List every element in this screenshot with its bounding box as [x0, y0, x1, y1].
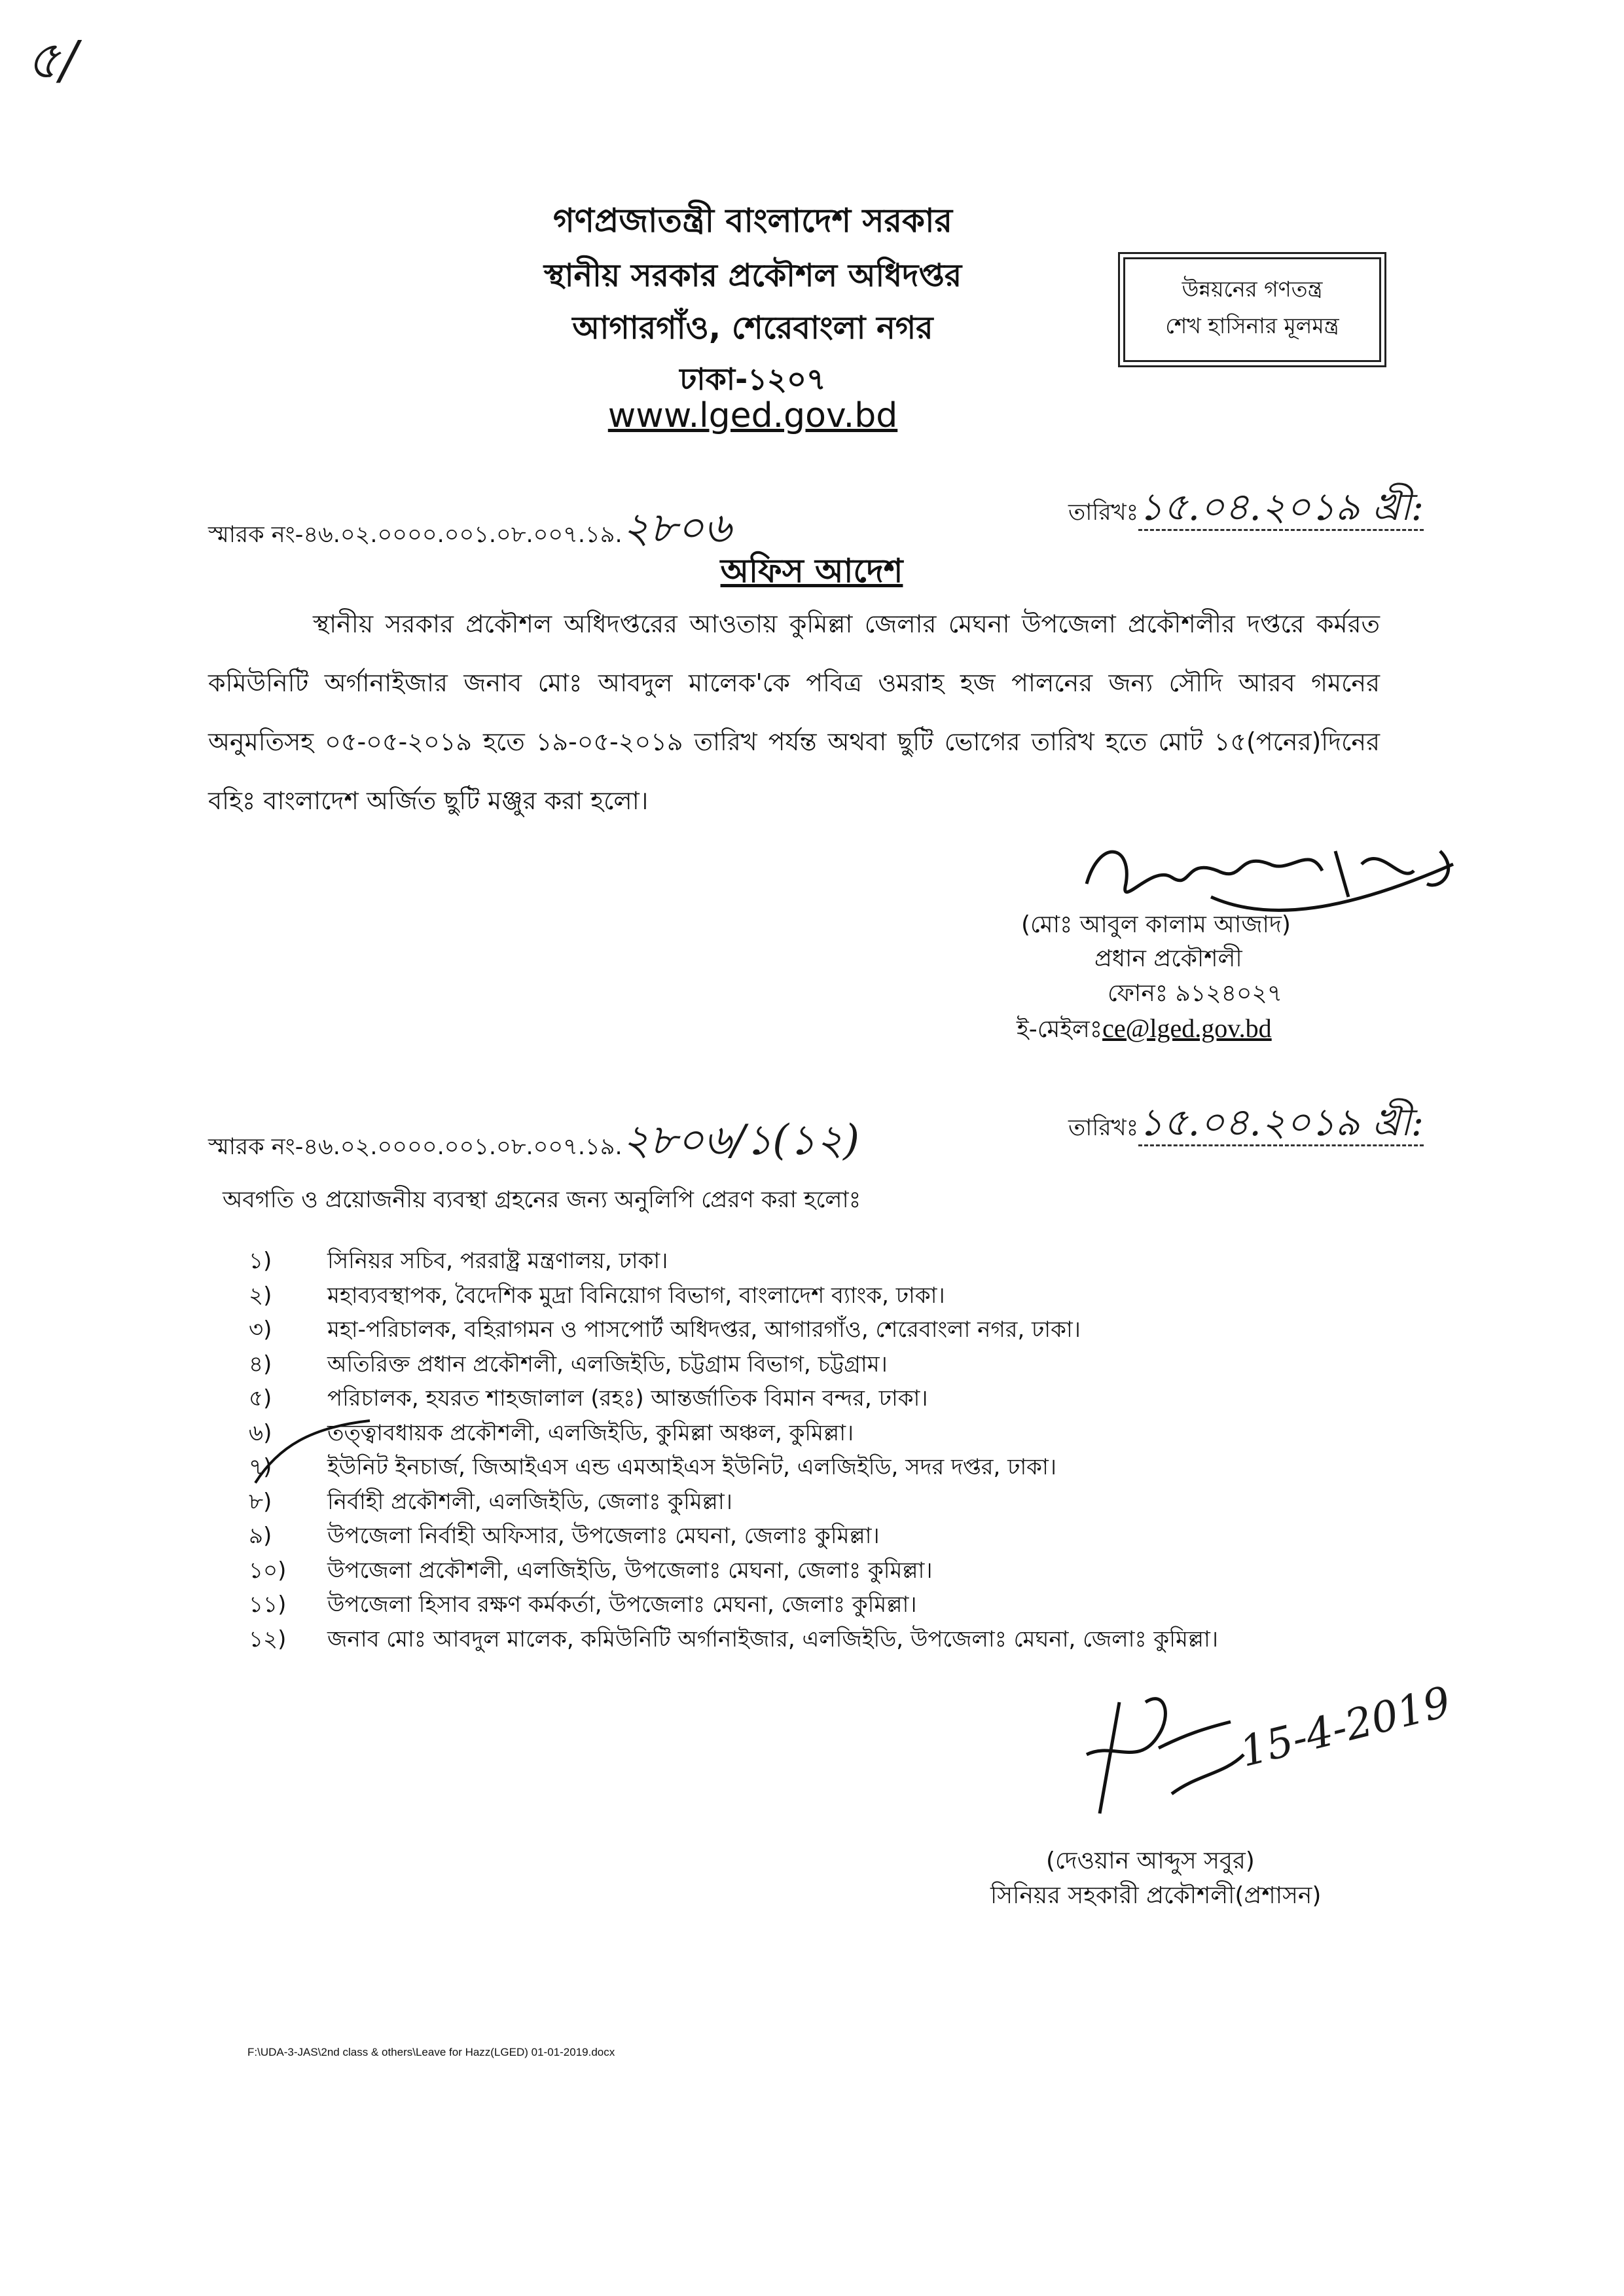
list-item-text: উপজেলা নির্বাহী অফিসার, উপজেলাঃ মেঘনা, জেলাঃ কুমিল্লা।	[327, 1523, 880, 1549]
list-item	[249, 1313, 1414, 1347]
cc-intro: অবগতি ও প্রয়োজনীয় ব্যবস্থা গ্রহনের জন্য অনুলিপি প্রেরণ করা হলোঃ	[223, 1187, 861, 1213]
list-item-number: ৯)	[249, 1523, 272, 1549]
list-item-number: ৪)	[249, 1351, 272, 1377]
list-item-text: ইউনিট ইনচার্জ, জিআইএস এন্ড এমআইএস ইউনিট, এলজিইডি, সদর দপ্তর, ঢাকা।	[327, 1454, 1056, 1480]
slogan-line-1: উন্নয়নের গণতন্ত্র	[1182, 276, 1323, 302]
list-item-text: উপজেলা প্রকৌশলী, এলজিইডি, উপজেলাঃ মেঘনা, জেলাঃ কুমিল্লা।	[327, 1557, 933, 1584]
list-item-number: ২)	[249, 1282, 272, 1309]
memo-reference-2	[208, 1108, 859, 1178]
slogan-line-2: শেখ হাসিনার মূলমন্ত্র	[1165, 313, 1339, 338]
list-item	[249, 1450, 1414, 1485]
memo-reference-prefix: স্মারক নং-৪৬.০২.০০০০.০০১.০৮.০০৭.১৯.	[208, 1134, 623, 1160]
list-item	[249, 1416, 1414, 1451]
memo-date-1	[1068, 478, 1424, 541]
list-item-text: পরিচালক, হযরত শাহজালাল (রহঃ) আন্তর্জাতিক বিমান বন্দর, ঢাকা।	[327, 1385, 928, 1412]
memo-date-2	[1068, 1093, 1424, 1157]
list-item-text: সিনিয়র সচিব, পররাষ্ট্র মন্ত্রণালয়, ঢাকা।	[327, 1248, 668, 1274]
memo-reference-1	[208, 496, 731, 566]
list-item	[249, 1622, 1414, 1657]
list-item-text: নির্বাহী প্রকৌশলী, এলজিইডি, জেলাঃ কুমিল্লা।	[327, 1488, 732, 1515]
list-item-number: ১২)	[249, 1626, 287, 1652]
file-path-footer: F:\UDA-3-JAS\2nd class & others\Leave for Hazz(LGED) 01-01-2019.docx	[247, 2046, 615, 2058]
govt-title: গণপ্রজাতন্ত্রী বাংলাদেশ সরকার	[553, 202, 952, 240]
date-handwritten: ১৫.০৪.২০১৯ খ্রী:	[1138, 484, 1424, 531]
memo-reference-handwritten: ২৮০৬	[622, 504, 731, 553]
signatory1-email-row	[1017, 1011, 1272, 1051]
list-item-number: ৭)	[249, 1454, 272, 1480]
signature-date: 15-4-2019	[1235, 1677, 1456, 1777]
signatory1-designation: প্রধান প্রকৌশলী	[1094, 945, 1242, 972]
list-item-text: অতিরিক্ত প্রধান প্রকৌশলী, এলজিইডি, চট্টগ্রাম বিভাগ, চট্টগ্রাম।	[327, 1351, 888, 1377]
cc-list	[249, 1244, 1414, 1656]
list-item	[249, 1554, 1414, 1588]
list-item-text: উপজেলা হিসাব রক্ষণ কর্মকর্তা, উপজেলাঃ মেঘনা, জেলাঃ কুমিল্লা।	[327, 1592, 917, 1618]
signatory2-name: (দেওয়ান আব্দুস সবুর)	[1046, 1848, 1255, 1874]
list-item-number: ৩)	[249, 1317, 272, 1343]
list-item-text: মহাব্যবস্থাপক, বৈদেশিক মুদ্রা বিনিয়োগ বিভাগ, বাংলাদেশ ব্যাংক, ঢাকা।	[327, 1282, 945, 1309]
address-line: আগারগাঁও, শেরেবাংলা নগর	[572, 310, 933, 346]
date-handwritten: ১৫.০৪.২০১৯ খ্রী:	[1138, 1100, 1424, 1146]
list-item	[249, 1485, 1414, 1520]
signatory1-phone: ফোনঃ ৯১২৪০২৭	[1108, 980, 1283, 1007]
date-label: তারিখঃ	[1068, 500, 1139, 526]
signatory1-name: (মোঃ আবুল কালাম আজাদ)	[1021, 911, 1291, 938]
slogan-box	[1123, 257, 1381, 362]
list-item-number: ১১)	[249, 1592, 287, 1618]
list-item	[249, 1519, 1414, 1554]
signatory2-designation: সিনিয়র সহকারী প্রকৌশলী(প্রশাসন)	[990, 1882, 1322, 1909]
email-link[interactable]: ce@lged.gov.bd	[1102, 1013, 1272, 1043]
list-item	[249, 1244, 1414, 1279]
list-item-number: ১০)	[249, 1557, 287, 1584]
list-item-number: ৫)	[249, 1385, 272, 1412]
list-item	[249, 1347, 1414, 1382]
list-item	[249, 1588, 1414, 1622]
order-body: স্থানীয় সরকার প্রকৌশল অধিদপ্তরের আওতায় কুমিল্লা জেলার মেঘনা উপজেলা প্রকৌশলীর দপ্তরে কর্মরত কমিউনিটি অর্গানাইজার জনাব মোঃ আবদুল মালেক'কে পবিত্র ওমরাহ হজ পালনের জন্য সৌদি আরব গমনের অনুমতিসহ ০৫-০৫-২০১৯ হতে ১৯-০৫-২০১৯ তারিখ পর্যন্ত অথবা ছুটি ভোগের তারিখ হতে মোট ১৫(পনের)দিনের বহিঃ বাংলাদেশ অর্জিত ছুটি মঞ্জুর করা হলো।	[208, 610, 1380, 815]
department-title: স্থানীয় সরকার প্রকৌশল অধিদপ্তর	[543, 257, 962, 294]
list-item-text: তত্ত্বাবধায়ক প্রকৌশলী, এলজিইডি, কুমিল্লা অঞ্চল, কুমিল্লা।	[327, 1419, 854, 1446]
memo-reference-handwritten: ২৮০৬/১(১২)	[622, 1116, 860, 1165]
list-item-number: ৬)	[249, 1419, 272, 1446]
memo-reference-prefix: স্মারক নং-৪৬.০২.০০০০.০০১.০৮.০০৭.১৯.	[208, 522, 623, 548]
list-item	[249, 1279, 1414, 1313]
website-link[interactable]: www.lged.gov.bd	[607, 396, 898, 435]
order-title: অফিস আদেশ	[720, 552, 903, 590]
pen-tick-mark	[252, 1408, 383, 1486]
city-line: ঢাকা-১২০৭	[679, 361, 826, 397]
corner-file-mark: ৫/	[26, 29, 78, 90]
list-item	[249, 1381, 1414, 1416]
date-label: তারিখঃ	[1068, 1115, 1139, 1141]
list-item-number: ১)	[249, 1248, 272, 1274]
list-item-text: মহা-পরিচালক, বহিরাগমন ও পাসপোর্ট অধিদপ্তর, আগারগাঁও, শেরেবাংলা নগর, ঢাকা।	[327, 1317, 1081, 1343]
list-item-number: ৮)	[249, 1488, 272, 1515]
email-label: ই-মেইলঃ	[1017, 1016, 1103, 1043]
list-item-text: জনাব মোঃ আবদুল মালেক, কমিউনিটি অর্গানাইজার, এলজিইডি, উপজেলাঃ মেঘনা, জেলাঃ কুমিল্লা।	[327, 1626, 1219, 1652]
